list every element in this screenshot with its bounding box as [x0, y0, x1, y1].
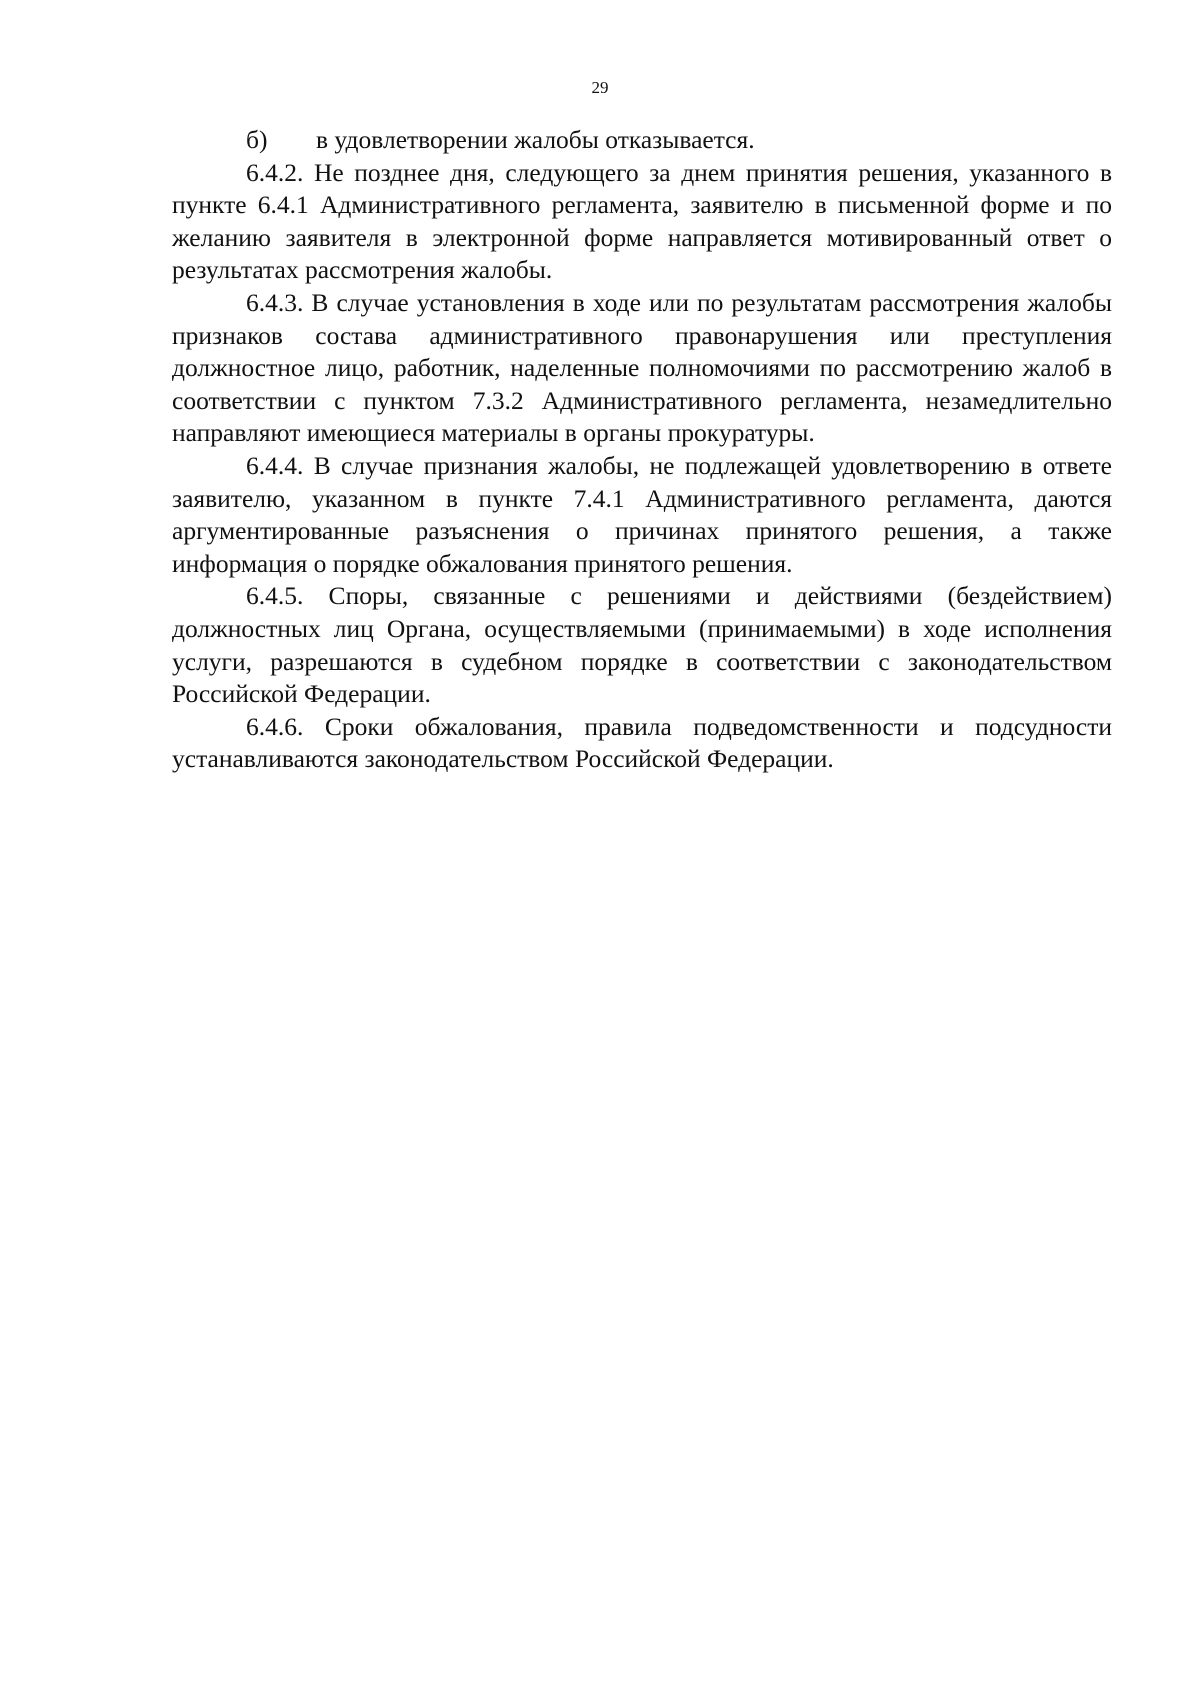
list-marker: б): [246, 125, 268, 154]
list-item-text: в удовлетворении жалобы отказывается.: [316, 125, 755, 154]
page-number: 29: [591, 78, 609, 97]
paragraph-6-4-2: 6.4.2. Не позднее дня, следующего за днем принятия решения, указанного в пункте 6.4.1 Административного регламента, заявителю в письменной форме и по желанию заявителя в электронной форме направляется мотивированный ответ о результатах рассмотрения жалобы.: [172, 157, 1112, 285]
list-item-b: [172, 124, 1112, 157]
paragraph-6-4-5: 6.4.5. Споры, связанные с решениями и действиями (бездействием) должностных лиц Органа, осуществляемыми (принимаемыми) в ходе исполнения услуги, разрешаются в судебном порядке в соответствии с законодательством Российской Федерации.: [172, 581, 1112, 709]
paragraph-6-4-4: 6.4.4. В случае признания жалобы, не подлежащей удовлетворению в ответе заявителю, указанном в пункте 7.4.1 Административного регламента, даются аргументированные разъяснения о причинах принятого решения, а также информация о порядке обжалования принятого решения.: [172, 450, 1112, 578]
paragraph-6-4-3: 6.4.3. В случае установления в ходе или по результатам рассмотрения жалобы признаков состава административного правонарушения или преступления должностное лицо, работник, наделенные полномочиями по рассмотрению жалоб в соответствии с пунктом 7.3.2 Административного регламента, незамедлительно направляют имеющиеся материалы в органы прокуратуры.: [172, 287, 1112, 448]
document-body: [172, 124, 1112, 776]
paragraph-6-4-6: 6.4.6. Сроки обжалования, правила подведомственности и подсудности устанавливаются законодательством Российской Федерации.: [172, 711, 1112, 774]
